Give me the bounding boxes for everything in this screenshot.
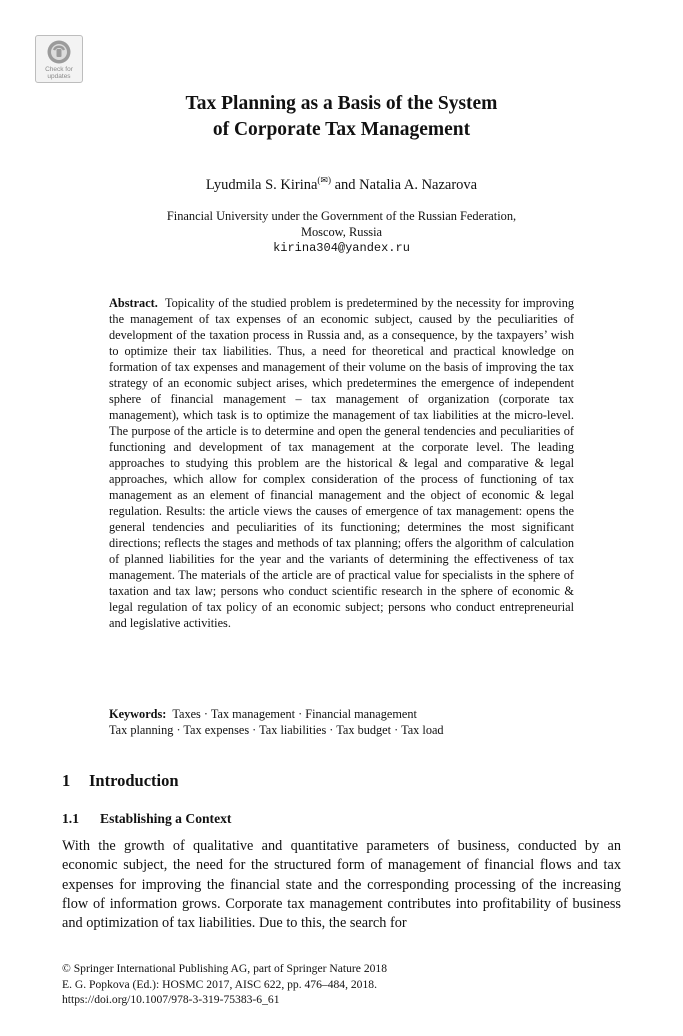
author-line (0, 176, 683, 194)
footer-citation (62, 961, 621, 1008)
section-heading (62, 771, 179, 791)
author-connector: and (330, 177, 360, 193)
citation-line: E. G. Popkova (Ed.): HOSMC 2017, AISC 622, pp. 476–484, 2018. (62, 977, 377, 991)
keywords (109, 706, 574, 738)
affiliation: Financial University under the Government of the Russian Federation, Moscow, Russia kirina304@yandex.ru (0, 208, 683, 256)
update-check-icon (46, 39, 72, 65)
keywords-line-2: Tax planning · Tax expenses · Tax liabilities · Tax budget · Tax load (109, 723, 444, 737)
corresponding-author-icon: (✉) (317, 175, 331, 186)
copyright-line: © Springer International Publishing AG, part of Springer Nature 2018 (62, 962, 388, 975)
author-1: Lyudmila S. Kirina (205, 177, 318, 193)
section-number: 1 (62, 771, 71, 790)
body-paragraph: With the growth of qualitative and quantitative parameters of business, conducted by an economic subject, the need for the structured form of management of financial flows and tax expenses for improving the financial state and the corresponding processing of the increasing flow of information grows. Corporate tax management contributes into profitability of business and optimization of tax liabilities. Due to this, the search for (62, 838, 621, 932)
author-2: Natalia A. Nazarova (359, 177, 478, 193)
keywords-line-1: Taxes · Tax management · Financial management (172, 707, 417, 721)
keywords-label: Keywords: (109, 707, 167, 721)
doi-link[interactable]: https://doi.org/10.1007/978-3-319-75383-6_61 (62, 993, 280, 1006)
paper-title: Tax Planning as a Basis of the System of Corporate Tax Management (185, 93, 498, 140)
subsection-heading (62, 810, 231, 828)
author-email[interactable]: kirina304@yandex.ru (273, 241, 410, 255)
check-for-updates-badge[interactable] (35, 35, 83, 83)
abstract-label: Abstract. (109, 296, 158, 310)
abstract-text: Topicality of the studied problem is predetermined by the necessity for improving the management of tax expenses of an economic subject, caused by the peculiarities of development of the taxation process in Russia and, as a consequence, by the taxpayers’ wish to optimize their tax liabilities. Thus, a need for theoretical and practical knowledge on formation of tax expenses and management of their volume on the basis of improving the tax strategy of an economic subject arises, which predetermines the emergence of independent sphere of financial management – tax management of organization (corporate tax management), which task is to optimize the management of tax liabilities at the micro-level. The purpose of the article is to determine and open the general tendencies and peculiarities of functioning and development of tax management at the corporate level. The leading approaches to studying this problem are the historical & legal and comparative & legal approaches, which allow for complex consideration of the process of functioning of tax management as an element of financial management and the object of economic & legal regulation. Results: the article views the causes of emergence of tax management: opens the general tendencies and peculiarities of its functioning; determines the most significant directions; reflects the stages and methods of tax planning; offers the algorithm of calculation of planned liabilities for the year and the variants of determining the effectiveness of tax management. The materials of the article are of practical value for specialists in the sphere of taxation and tax law; persons who conduct scientific research in the sphere of economic & legal regulation of tax policy of an economic subject; persons who conduct entrepreneurial and legislative activities. (109, 296, 574, 630)
badge-label: Check for updates (45, 66, 73, 80)
subsection-number: 1.1 (62, 811, 79, 826)
section-title: Introduction (89, 771, 179, 790)
subsection-title: Establishing a Context (100, 811, 232, 826)
abstract (109, 295, 574, 631)
